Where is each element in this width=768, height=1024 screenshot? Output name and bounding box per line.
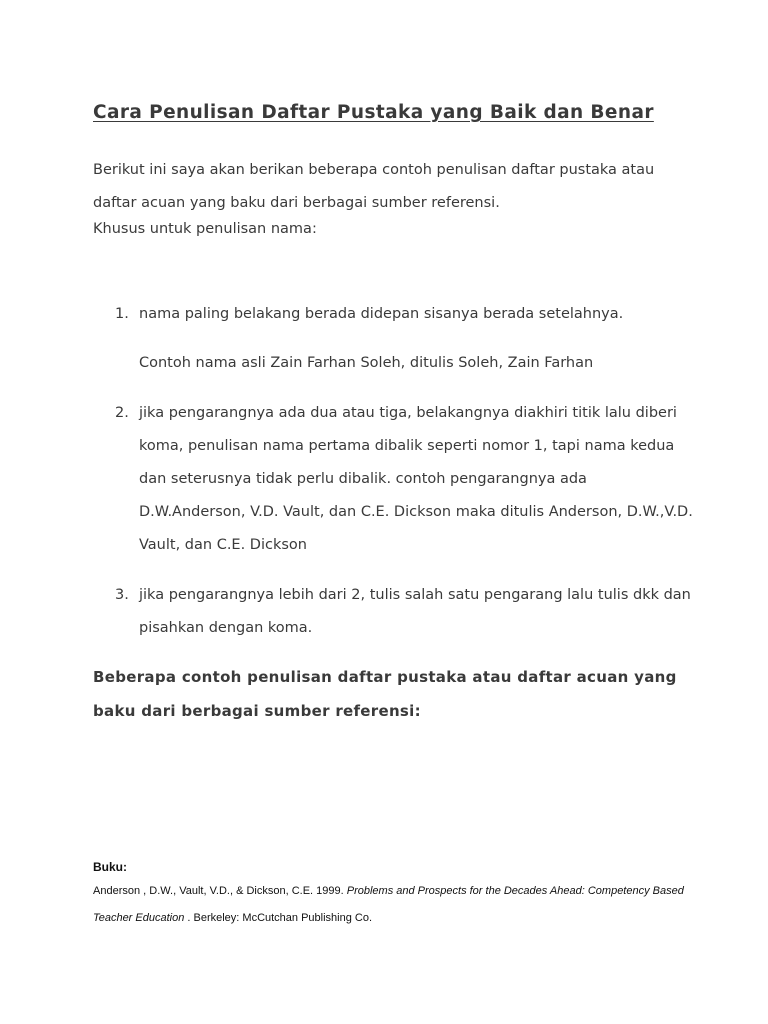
intro-line: Berikut ini saya akan berikan beberapa contoh penulisan daftar pustaka atau	[93, 162, 655, 178]
intro-line: Khusus untuk penulisan nama:	[93, 221, 317, 237]
rule-number: 2.	[115, 405, 129, 421]
book-section-label: Buku:	[93, 860, 127, 874]
intro-line: daftar acuan yang baku dari berbagai sumber referensi.	[93, 195, 500, 211]
rule-number: 1.	[115, 306, 129, 322]
rule-item	[93, 298, 693, 380]
examples-subheading: Beberapa contoh penulisan daftar pustaka atau daftar acuan yang baku dari berbagai sumber referensi:	[93, 668, 677, 720]
intro-paragraph	[93, 154, 693, 246]
rule-text: nama paling belakang berada didepan sisanya berada setelahnya.	[139, 306, 624, 322]
book-reference	[93, 878, 713, 932]
rule-example: Contoh nama asli Zain Farhan Soleh, ditulis Soleh, Zain Farhan	[139, 355, 594, 371]
rule-item	[93, 397, 693, 562]
rule-item	[93, 579, 693, 645]
rule-number: 3.	[115, 587, 129, 603]
reference-title: Problems and Prospects for the Decades Ahead: Competency Based Teacher Education	[93, 885, 684, 924]
name-rules-list	[93, 298, 693, 645]
reference-authors-year: Anderson , D.W., Vault, V.D., & Dickson, C.E. 1999.	[93, 885, 347, 897]
reference-publisher: . Berkeley: McCutchan Publishing Co.	[184, 912, 373, 924]
rule-text: jika pengarangnya ada dua atau tiga, belakangnya diakhiri titik lalu diberi koma, penulisan nama pertama dibalik seperti nomor 1, tapi nama kedua dan seterusnya tidak perlu dibalik. contoh pengarangnya ada D.W.Anderson, V.D. Vault, dan C.E. Dickson maka ditulis Anderson, D.W.,V.D. Vault, dan C.E. Dickson	[139, 405, 693, 553]
rule-text: jika pengarangnya lebih dari 2, tulis salah satu pengarang lalu tulis dkk dan pisahkan dengan koma.	[139, 587, 691, 636]
document-title: Cara Penulisan Daftar Pustaka yang Baik dan Benar	[93, 102, 654, 123]
